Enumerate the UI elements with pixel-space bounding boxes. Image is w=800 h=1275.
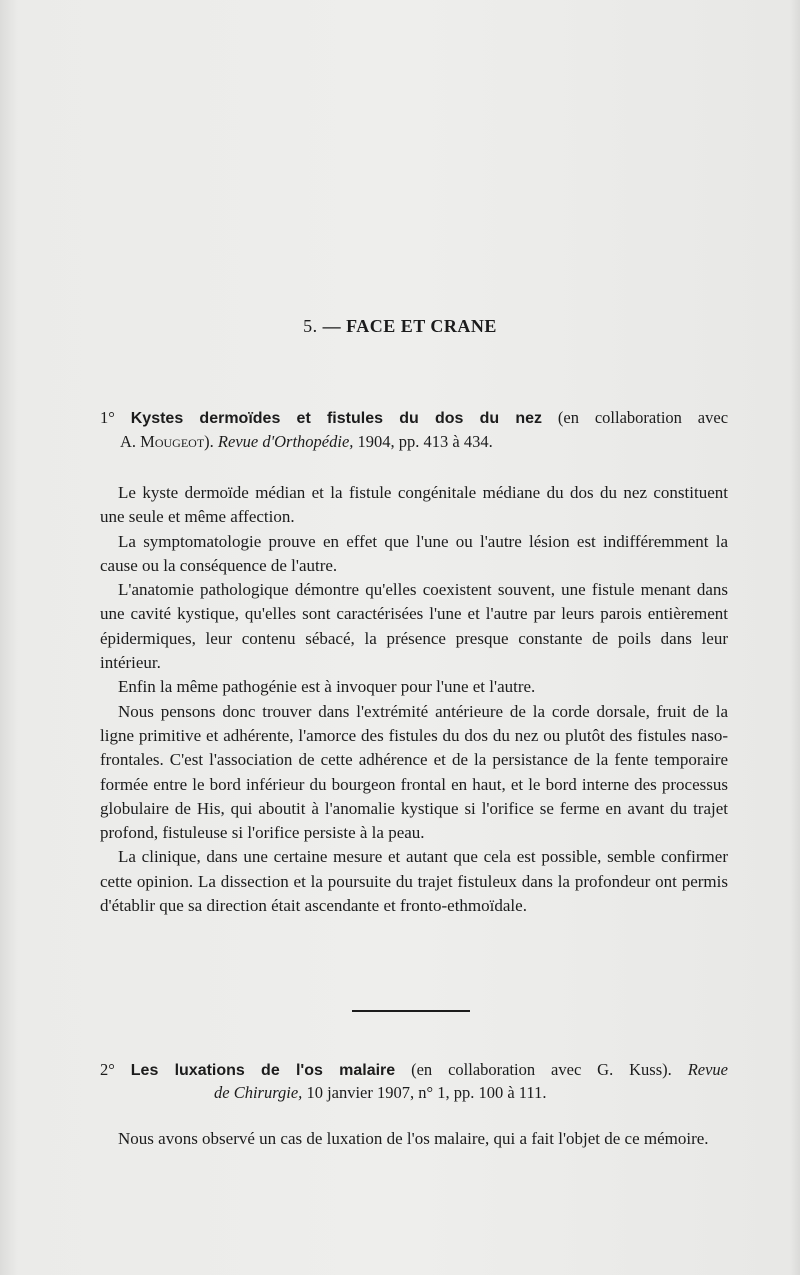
- entry2-journal-part2: de Chirurgie,: [214, 1083, 303, 1102]
- entry2-journal-part1: Revue: [687, 1060, 729, 1079]
- entry1-paragraph: La symptomatologie prouve en effet que l'une ou l'autre lésion est indifféremment la cause ou la conséquence de l'autre.: [100, 531, 728, 575]
- section-divider: [352, 1010, 470, 1012]
- section-heading: [0, 316, 800, 337]
- entry2-number: 2°: [100, 1060, 115, 1079]
- entry1-author-name: Mougeot: [140, 432, 205, 451]
- entry1-author-initial: A.: [120, 432, 137, 451]
- entry1-journal: Revue d'Orthopédie,: [217, 432, 354, 451]
- entry1-paragraph: Enfin la même pathogénie est à invoquer pour l'une et l'autre.: [118, 677, 536, 697]
- entry1-paragraph: Nous pensons donc trouver dans l'extrémité antérieure de la corde dorsale, fruit de la ligne primitive et adhérente, l'amorce des fistules du dos du nez ou plutôt des fistules naso-frontales. C'est l'association de cette adhérence et de la persistance de la fente temporaire formée entre le bord inférieur du bourgeon frontal en haut, et le bord interne des processus globulaire de His, qui aboutit à l'anomalie kystique si l'orifice se ferme en avant du trajet profond, fistuleuse si l'orifice persiste à la peau.: [100, 701, 728, 843]
- entry1-collab-prefix: (en collaboration avec: [557, 408, 729, 427]
- entry1-author-suffix: ).: [204, 432, 214, 451]
- entry2-heading-line2: [100, 1081, 728, 1105]
- entry1-number: 1°: [100, 408, 115, 427]
- entry1-title: Kystes dermoïdes et fistules du dos du nez: [130, 410, 543, 427]
- section-title: — FACE ET CRANE: [322, 316, 497, 336]
- entry1-heading-line2: [100, 430, 728, 454]
- entry2-paragraph: Nous avons observé un cas de luxation de l'os malaire, qui a fait l'objet de ce mémoire.: [118, 1129, 709, 1148]
- entry2-heading-line1: [100, 1058, 728, 1083]
- entry1-body: [100, 481, 728, 918]
- entry2-collab: (en collaboration avec G. Kuss).: [411, 1060, 672, 1079]
- entry1-paragraph: La clinique, dans une certaine mesure et autant que cela est possible, semble confirmer cette opinion. La dissection et la poursuite du trajet fistuleux dans la profondeur ont permis d'établir que sa direction était ascendante et fronto-ethmoïdale.: [100, 847, 728, 916]
- entry1-heading-line1: [100, 406, 728, 431]
- entry2-title: Les luxations de l'os malaire: [130, 1062, 396, 1079]
- entry1-details: 1904, pp. 413 à 434.: [357, 432, 493, 451]
- entry2-details: 10 janvier 1907, n° 1, pp. 100 à 111.: [306, 1083, 547, 1102]
- section-number: 5.: [303, 316, 318, 336]
- entry2-body: [100, 1127, 728, 1150]
- entry1-paragraph: Le kyste dermoïde médian et la fistule congénitale médiane du dos du nez constituent une seule et même affection.: [100, 483, 728, 527]
- entry1-paragraph: L'anatomie pathologique démontre qu'elles coexistent souvent, une fistule menant dans une cavité kystique, qu'elles sont caractérisées l'une et l'autre par leurs parois entièrement épidermiques, leur contenu sébacé, la présence presque constante de poils dans leur intérieur.: [100, 580, 728, 673]
